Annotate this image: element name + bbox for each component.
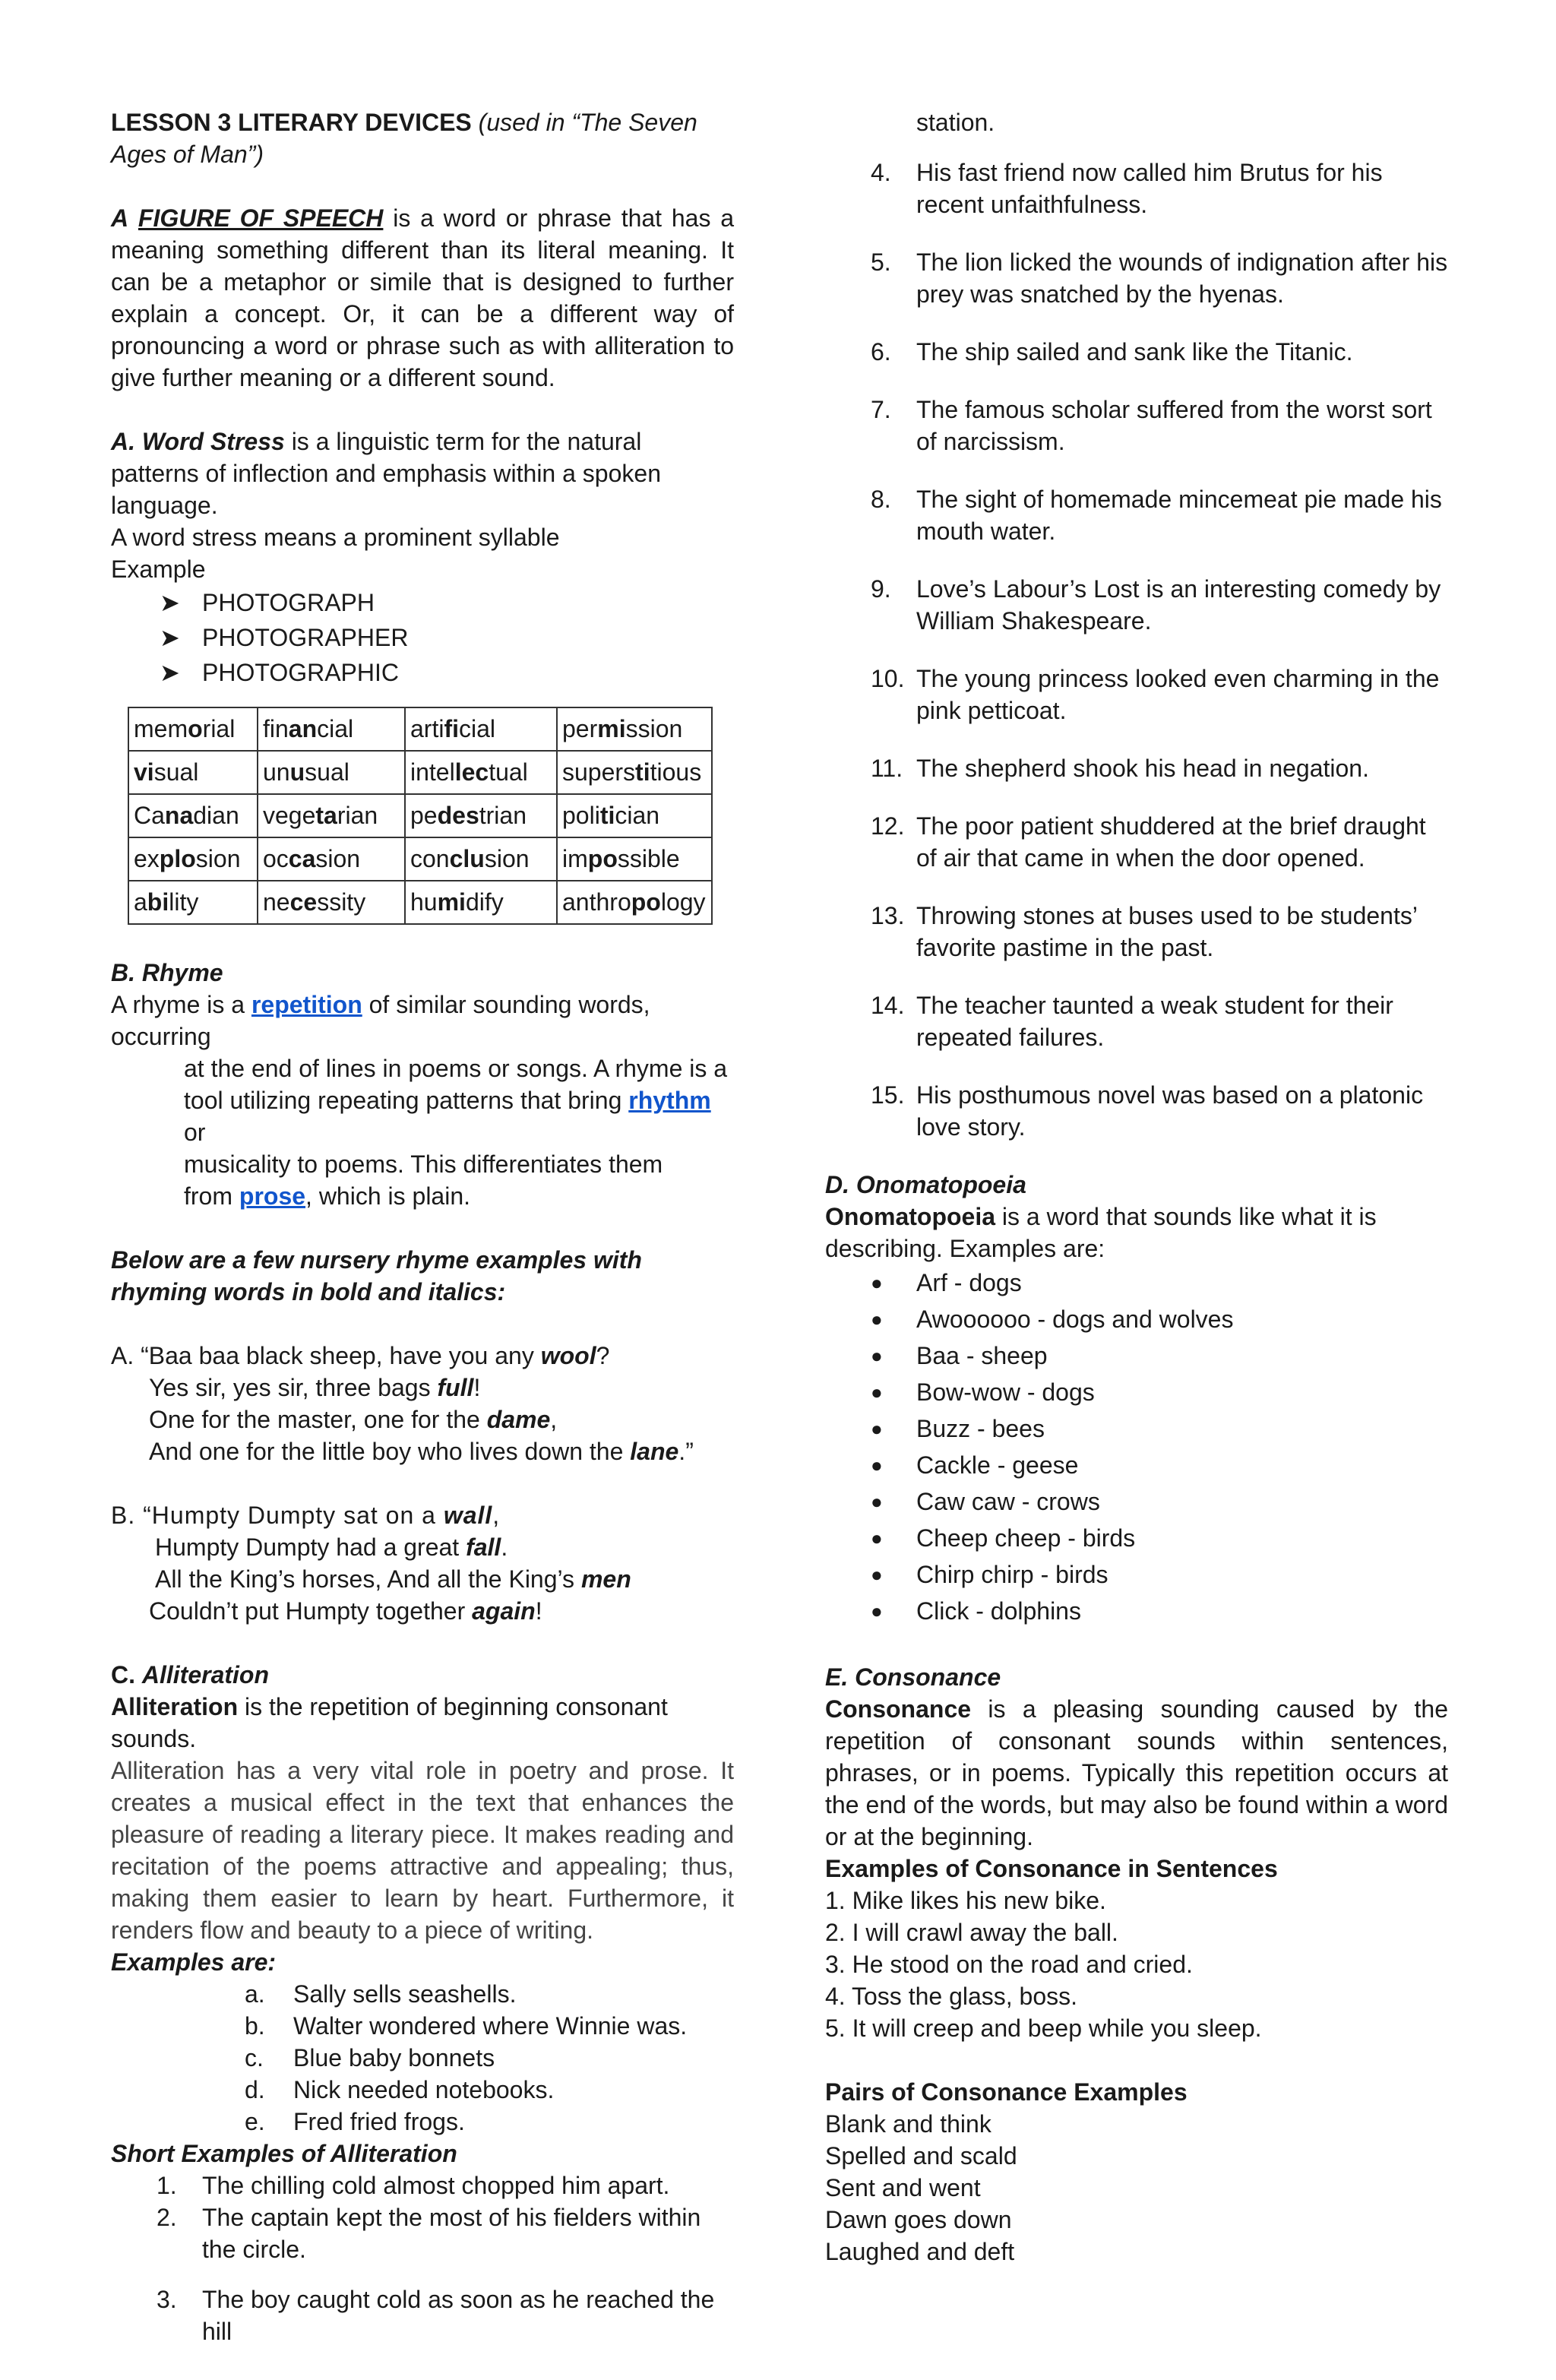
- table-cell: memorial: [128, 707, 258, 751]
- list-item: ● Baa - sheep: [825, 1337, 1448, 1374]
- table-cell: ability: [128, 881, 258, 924]
- bullet-icon: ●: [871, 1344, 883, 1367]
- consonance-sentences-label: Examples of Consonance in Sentences: [825, 1855, 1278, 1882]
- bullet-icon: ●: [871, 1271, 883, 1294]
- list-item: ● Click - dolphins: [825, 1593, 1448, 1629]
- table-cell: superstitious: [557, 751, 712, 794]
- list-item: 12. The poor patient shuddered at the brief draught of air that came in when the door opened.: [871, 812, 1426, 872]
- list-item: c. Blue baby bonnets: [245, 2044, 495, 2071]
- onomatopoeia-definition: Onomatopoeia is a word that sounds like what it is describing. Examples are:: [825, 1203, 1377, 1262]
- onomatopoeia-heading: D. Onomatopoeia: [825, 1171, 1026, 1198]
- consonance-pairs: [825, 2108, 1448, 2268]
- list-item: 8. The sight of homemade mincemeat pie made his mouth water.: [871, 486, 1442, 545]
- list-item: 1. The chilling cold almost chopped him apart.: [157, 2172, 670, 2199]
- rhyme-example-b: B. “Humpty Dumpty sat on a wall, Humpty Dumpty had a great fall. All the King’s horses, And all the King’s men Couldn’t put Humpty together again!: [111, 1502, 631, 1625]
- list-item-continuation: station.: [916, 109, 995, 136]
- right-column: [825, 106, 1448, 2268]
- list-item: 10. The young princess looked even charming in the pink petticoat.: [871, 665, 1440, 724]
- list-item: 4. His fast friend now called him Brutus for his recent unfaithfulness.: [871, 159, 1383, 218]
- list-item: 7. The famous scholar suffered from the worst sort of narcissism.: [871, 396, 1432, 455]
- repetition-link[interactable]: repetition: [251, 991, 362, 1018]
- list-item: 4. Toss the glass, boss.: [825, 1983, 1078, 2010]
- consonance-sentences: [825, 1885, 1448, 2044]
- stressed-syllable: plo: [159, 845, 196, 872]
- list-item: 13. Throwing stones at buses used to be students’ favorite pastime in the past.: [871, 902, 1417, 961]
- list-item: ● Bow-wow - dogs: [825, 1374, 1448, 1410]
- rhyme-line: A rhyme is a repetition of similar sounding words, occurring: [111, 991, 650, 1050]
- list-item: ➤ PHOTOGRAPH: [160, 585, 734, 620]
- table-cell: unusual: [258, 751, 405, 794]
- list-item: 6. The ship sailed and sank like the Titanic.: [871, 338, 1353, 366]
- figure-of-speech-paragraph: A FIGURE OF SPEECH is a word or phrase that has a meaning something different than its literal meaning. It can be a metaphor or simile that is designed to further explain a concept. Or, it can be a different way of pronouncing a word or phrase such as with alliteration to give further meaning or a different sound.: [111, 204, 735, 391]
- table-cell: necessity: [258, 881, 405, 924]
- list-item: 15. His posthumous novel was based on a platonic love story.: [871, 1081, 1424, 1141]
- list-item: ● Cackle - geese: [825, 1447, 1448, 1483]
- rhyme-indented-text: at the end of lines in poems or songs. A rhyme is a tool utilizing repeating patterns that bring rhythm or musicality to poems. This differentiates them from prose, which is plain.: [184, 1055, 728, 1210]
- arrow-bullet-icon: ➤: [160, 589, 180, 616]
- example-label: Example: [111, 555, 206, 583]
- word-stress-line: A word stress means a prominent syllable: [111, 524, 560, 551]
- stressed-syllable: u: [289, 758, 305, 786]
- bullet-icon: ●: [871, 1454, 883, 1476]
- table-row: [128, 881, 712, 924]
- list-item: ● Cheep cheep - birds: [825, 1520, 1448, 1556]
- prose-link[interactable]: prose: [239, 1182, 306, 1210]
- table-cell: pedestrian: [405, 794, 557, 837]
- bullet-icon: ●: [871, 1600, 883, 1622]
- consonance-definition: Consonance is a pleasing sounding caused by the repetition of consonant sounds within sentences, phrases, or in poems. Typically this repetition occurs at the end of the words, but may also be found within a word or at the beginning.: [825, 1695, 1449, 1850]
- stressed-syllable: mi: [597, 715, 626, 742]
- left-column: [111, 106, 734, 2347]
- list-item: d. Nick needed notebooks.: [245, 2076, 555, 2103]
- list-item: ➤ PHOTOGRAPHER: [160, 620, 734, 655]
- table-cell: politician: [557, 794, 712, 837]
- table-cell: Canadian: [128, 794, 258, 837]
- stressed-syllable: mi: [437, 888, 466, 916]
- list-item: Dawn goes down: [825, 2206, 1012, 2233]
- rhythm-link[interactable]: rhythm: [628, 1087, 711, 1114]
- stressed-syllable: ti: [635, 758, 650, 786]
- table-cell: permission: [557, 707, 712, 751]
- table-cell: visual: [128, 751, 258, 794]
- list-item: a. Sally sells seashells.: [245, 1980, 517, 2008]
- stressed-syllable: fi: [444, 715, 459, 742]
- stressed-syllable: po: [631, 888, 661, 916]
- table-cell: artificial: [405, 707, 557, 751]
- list-item: 5. The lion licked the wounds of indignation after his prey was snatched by the hyenas.: [871, 248, 1448, 308]
- word-stress-examples: [111, 585, 734, 690]
- table-row: [128, 751, 712, 794]
- stressed-syllable: ca: [288, 845, 316, 872]
- list-item: ● Buzz - bees: [825, 1410, 1448, 1447]
- alliteration-heading: C. Alliteration: [111, 1661, 270, 1688]
- list-item: 1. Mike likes his new bike.: [825, 1887, 1106, 1914]
- list-item: ● Chirp chirp - birds: [825, 1556, 1448, 1593]
- examples-label: Examples are:: [111, 1948, 277, 1976]
- list-item: e. Fred fried frogs.: [245, 2108, 465, 2135]
- bullet-icon: ●: [871, 1417, 883, 1440]
- stressed-syllable: vi: [134, 758, 154, 786]
- bullet-icon: ●: [871, 1563, 883, 1586]
- table-cell: impossible: [557, 837, 712, 881]
- stressed-syllable: an: [288, 715, 318, 742]
- list-item: 9. Love’s Labour’s Lost is an interesting comedy by William Shakespeare.: [871, 575, 1441, 635]
- bullet-icon: ●: [871, 1381, 883, 1404]
- stressed-syllable: lec: [454, 758, 489, 786]
- list-item: 2. I will crawl away the ball.: [825, 1919, 1118, 1946]
- list-item: 11. The shepherd shook his head in negation.: [871, 755, 1369, 782]
- stressed-syllable: bi: [147, 888, 169, 916]
- table-cell: vegetarian: [258, 794, 405, 837]
- table-cell: explosion: [128, 837, 258, 881]
- rhyme-heading: B. Rhyme: [111, 959, 223, 986]
- rhyme-example-a: A. “Baa baa black sheep, have you any wool? Yes sir, yes sir, three bags full! One for the master, one for the dame, And one for the little boy who lives down the lane.”: [111, 1342, 694, 1465]
- stressed-syllable: clu: [449, 845, 485, 872]
- list-item: Spelled and scald: [825, 2142, 1017, 2170]
- list-item: 5. It will creep and beep while you sleep.: [825, 2014, 1262, 2042]
- stressed-syllable: ti: [599, 802, 615, 829]
- table-cell: conclusion: [405, 837, 557, 881]
- bullet-icon: ●: [871, 1308, 883, 1331]
- table-cell: anthropology: [557, 881, 712, 924]
- stressed-syllable: na: [164, 802, 194, 829]
- table-cell: financial: [258, 707, 405, 751]
- list-item: Sent and went: [825, 2174, 981, 2201]
- table-cell: occasion: [258, 837, 405, 881]
- arrow-bullet-icon: ➤: [160, 659, 180, 686]
- short-examples-list: [111, 2170, 734, 2347]
- alliteration-paragraph: Alliteration has a very vital role in poetry and prose. It creates a musical effect in the text that enhances the pleasure of reading a literary piece. It makes reading and recitation of the poems attractive and appealing; thus, making them easier to learn by heart. Furthermore, it renders flow and beauty to a piece of writing.: [111, 1757, 734, 1944]
- short-examples-label: Short Examples of Alliteration: [111, 2140, 457, 2167]
- short-examples-list-continued: [825, 157, 1448, 1143]
- stressed-syllable: ce: [289, 888, 318, 916]
- bullet-icon: ●: [871, 1527, 883, 1549]
- list-item: b. Walter wondered where Winnie was.: [245, 2012, 688, 2040]
- list-item: 3. He stood on the road and cried.: [825, 1951, 1193, 1978]
- stressed-syllable: po: [587, 845, 618, 872]
- list-item: 2. The captain kept the most of his fielders within the circle.: [157, 2204, 701, 2263]
- alliteration-definition: Alliteration is the repetition of beginning consonant sounds.: [111, 1693, 668, 1752]
- nursery-rhyme-intro: Below are a few nursery rhyme examples with rhyming words in bold and italics:: [111, 1246, 642, 1306]
- list-item: 14. The teacher taunted a weak student for their repeated failures.: [871, 992, 1393, 1051]
- stressed-syllable: des: [437, 802, 479, 829]
- table-row: [128, 794, 712, 837]
- stressed-syllable: ta: [315, 802, 337, 829]
- list-item: ● Caw caw - crows: [825, 1483, 1448, 1520]
- alliteration-examples: [111, 1978, 734, 2138]
- consonance-heading: E. Consonance: [825, 1663, 1001, 1691]
- table-cell: intellectual: [405, 751, 557, 794]
- list-item: Blank and think: [825, 2110, 991, 2138]
- bullet-icon: ●: [871, 1490, 883, 1513]
- lesson-title: LESSON 3 LITERARY DEVICES (used in “The Seven Ages of Man”): [111, 109, 697, 168]
- list-item: ● Awoooooo - dogs and wolves: [825, 1301, 1448, 1337]
- list-item: Laughed and deft: [825, 2238, 1015, 2265]
- list-item: ➤ PHOTOGRAPHIC: [160, 655, 734, 690]
- table-row: [128, 837, 712, 881]
- list-item: ● Arf - dogs: [825, 1264, 1448, 1301]
- word-stress-paragraph: A. Word Stress is a linguistic term for the natural patterns of inflection and emphasis within a spoken language.: [111, 428, 661, 519]
- list-item: 3. The boy caught cold as soon as he reached the hill: [157, 2286, 715, 2345]
- consonance-pairs-label: Pairs of Consonance Examples: [825, 2078, 1188, 2106]
- table-cell: humidify: [405, 881, 557, 924]
- stressed-syllable: o: [188, 715, 203, 742]
- word-stress-table: [128, 707, 713, 925]
- onomatopoeia-examples: [825, 1264, 1448, 1629]
- table-row: [128, 707, 712, 751]
- arrow-bullet-icon: ➤: [160, 624, 180, 651]
